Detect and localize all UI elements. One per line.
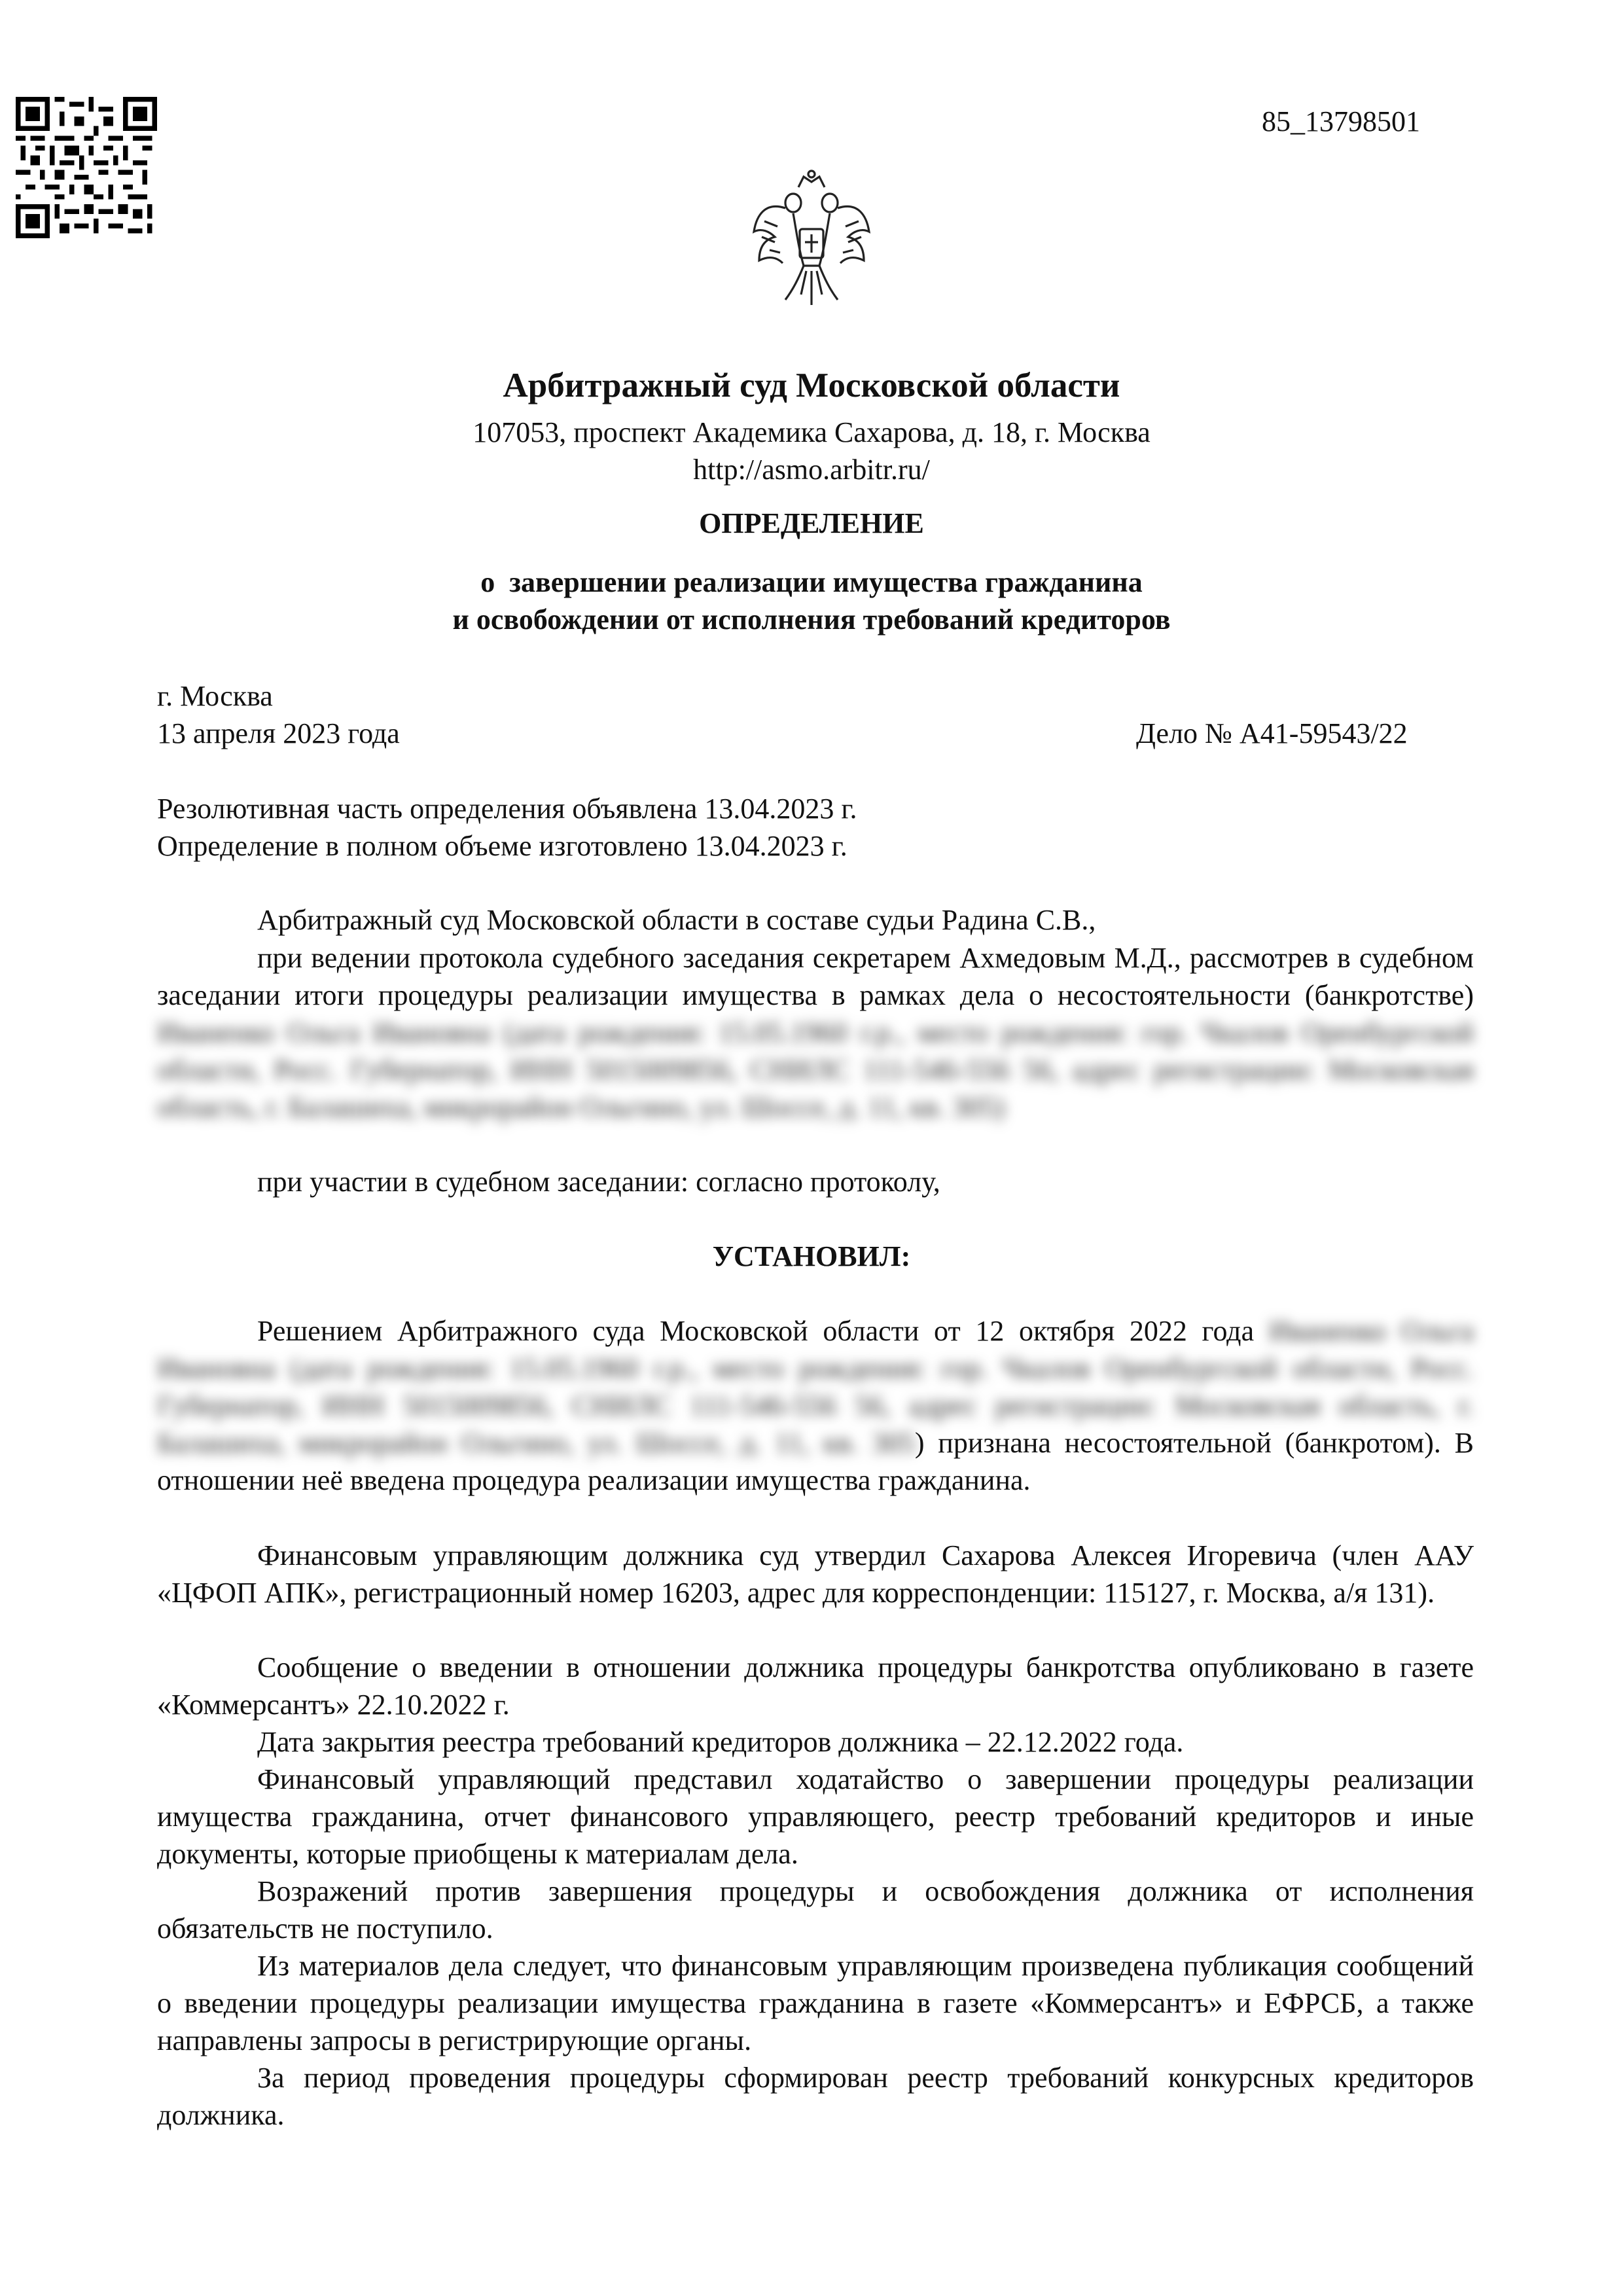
document-number: 85_13798501 [1262,105,1420,137]
document-date: 13 апреля 2023 года [157,717,400,749]
body-paragraph-7 [157,1947,1474,2059]
court-name: Арбитражный суд Московской области [503,367,1120,404]
established-heading: УСТАНОВИЛ: [712,1240,911,1272]
court-address: 107053, проспект Академика Сахарова, д. 18, г. Москва [473,416,1150,448]
intro-protocol-text: при ведении протокола судебного заседания секретарем Ахмедовым М.Д., рассмотрев в судебном заседании итоги процедуры реализации имущества в рамках дела о несостоятельности (банкротстве) [157,942,1474,1011]
registry-close-text: Дата закрытия реестра требований кредиторов должника – 22.12.2022 года. [257,1726,1184,1758]
body-paragraph-8 [157,2059,1474,2134]
redacted-debtor-details-2: Иваненко Ольга Ивановна (дата рождения: 15.05.1960 г.р., место рождения: гор. Чкалов Оренбургской области, Росс. Губернатор, ИНН 5015009856, СНИЛС 111-546-556 56, адрес регистрации: Московская область, г. Балашиха, микрорайон Ольгино, ул. Шоссе, д. 11, кв. 305 [157,1315,1474,1459]
document-type: ОПРЕДЕЛЕНИЕ [699,507,924,539]
full-text-made: Определение в полном объеме изготовлено 13.04.2023 г. [157,830,847,862]
case-number: Дело № А41-59543/22 [1136,717,1408,749]
redacted-debtor-details: Иваненко Ольга Ивановна (дата рождения: 15.05.1960 г.р., место рождения: гор. Чкалов Оренбургской области, Росс. Губернатор, ИНН 5015009856, СНИЛС 111-546-556 56, адрес регистрации: Московская область, г. Балашиха, микрорайон Ольгино, ул. Шоссе, д. 11, кв. 305) [157,1016,1474,1123]
qr-code-icon [16,97,157,238]
creditors-registry-text: За период проведения процедуры сформирован реестр требований конкурсных кредиторов должника. [157,2062,1474,2131]
petition-text: Финансовый управляющий представил ходатайство о завершении процедуры реализации имущества гражданина, отчет финансового управляющего, реестр требований кредиторов и иные документы, которые приобщены к материалам дела. [157,1763,1474,1870]
document-subject-line2: и освобождении от исполнения требований кредиторов [452,603,1171,636]
bankruptcy-text: ) признана несостоятельной (банкротом). В отношении неё введена процедура реализации имущества гражданина. [157,1427,1474,1496]
intro-protocol-paragraph [157,939,1474,1126]
document-subject-line1: о завершении реализации имущества гражданина [480,566,1143,598]
materials-text: Из материалов дела следует, что финансовым управляющим произведена публикация сообщений о введении процедуры реализации имущества гражданина в газете «Коммерсантъ» и ЕФРСБ, а также направлены запросы в регистрирующие органы. [157,1950,1474,2056]
body-paragraph-1 [157,1312,1474,1499]
publication-text: Сообщение о введении в отношении должника процедуры банкротства опубликовано в газете «Коммерсантъ» 22.10.2022 г. [157,1651,1474,1721]
intro-participation: при участии в судебном заседании: согласно протоколу, [257,1166,940,1198]
russian-coat-of-arms-icon [746,169,877,321]
decision-text: Решением Арбитражного суда Московской области от 12 октября 2022 года [257,1315,1255,1347]
body-paragraph-4 [157,1723,1474,1761]
city: г. Москва [157,680,273,712]
body-paragraph-2 [157,1537,1474,1611]
resolution-announced: Резолютивная часть определения объявлена 13.04.2023 г. [157,793,857,825]
body-paragraph-3 [157,1649,1474,1723]
financial-manager-text: Финансовым управляющим должника суд утвердил Сахарова Алексея Игоревича (член ААУ «ЦФОП АПК», регистрационный номер 16203, адрес для корреспонденции: 115127, г. Москва, а/я 131). [157,1539,1474,1609]
intro-judge: Арбитражный суд Московской области в составе судьи Радина С.В., [257,904,1096,936]
body-paragraph-5 [157,1761,1474,1873]
court-website[interactable]: http://asmo.arbitr.ru/ [693,454,930,486]
body-paragraph-6 [157,1873,1474,1947]
no-objections-text: Возражений против завершения процедуры и освобождения должника от исполнения обязательств не поступило. [157,1875,1474,1945]
